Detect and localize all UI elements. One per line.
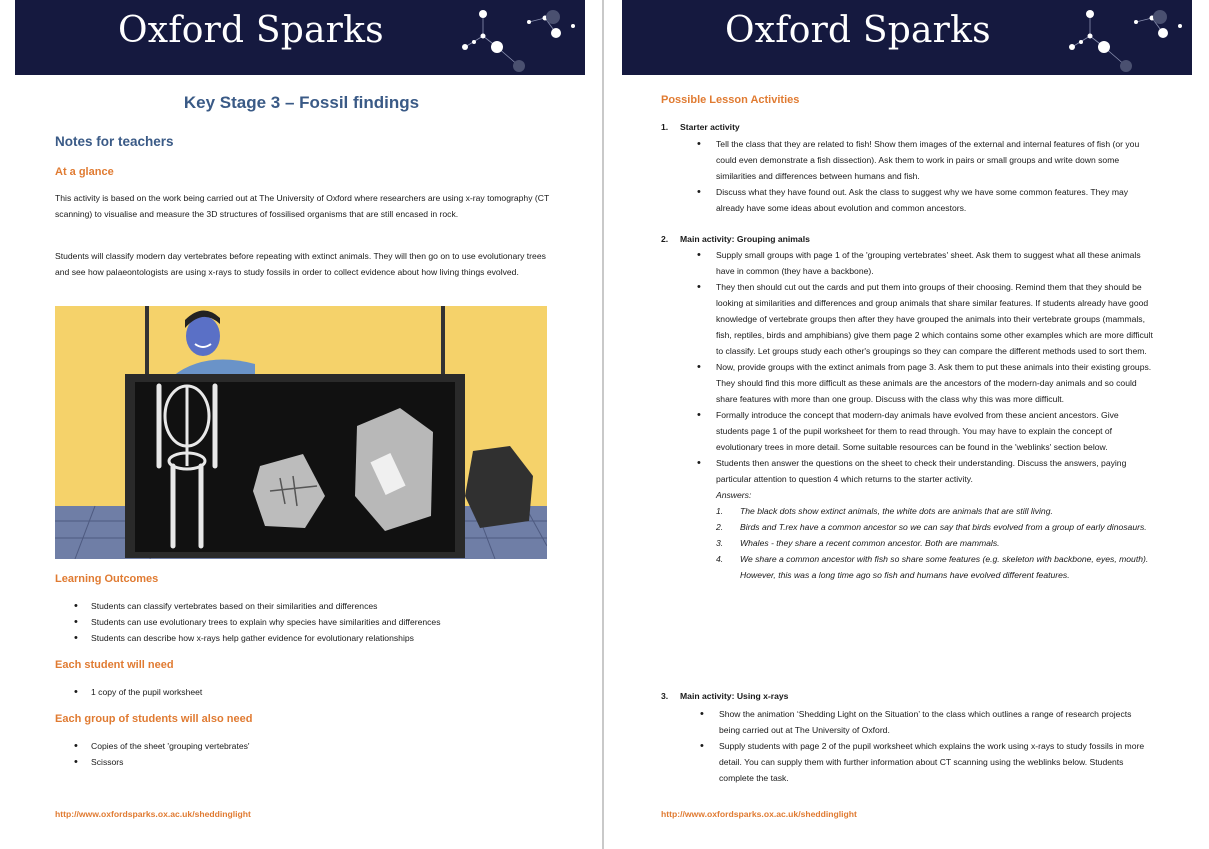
answer-text: We share a common ancestor with fish so share some features (e.g. skeleton with backbone, eyes, mouth). However, this was a long time ago so fish and humans have evolved different features. [740,554,1149,580]
constellation-icon [425,0,585,75]
list-item-text: • Students then answer the questions on the sheet to check their understanding. Discuss the answers, paying particular attention to question 4 which returns to the starter activity. [716,458,1127,484]
answer-item [716,503,1153,519]
answer-number: 4. [716,554,724,564]
list-item: • 1 copy of the pupil worksheet [55,684,575,700]
answer-number: 2. [716,522,724,532]
brand-logo: Oxford Sparks [725,10,991,51]
notes-heading: Notes for teachers [55,134,174,149]
list-item [716,455,1153,583]
constellation-icon [1032,0,1192,75]
right-page [605,0,1209,849]
list-item: • Students can describe how x-rays help gather evidence for evolutionary relationships [55,630,575,646]
list-item: • Now, provide groups with the extinct animals from page 3. Ask them to put these animals into their existing groups. They should find this more difficult as these animals are the ancestors of the modern-day animals and so could share features with more than one group. Discuss with the class why this was more difficult. [716,359,1153,407]
section-bullets [716,136,1153,216]
answer-item [716,519,1153,535]
list-item: • Students can classify vertebrates based on their similarities and differences [55,598,575,614]
section-heading [661,119,740,135]
each-group-list [55,738,575,770]
section-heading [661,231,810,247]
answer-text: The black dots show extinct animals, the white dots are animals that are still living. [740,506,1053,516]
answer-text: Birds and T.rex have a common ancestor so we can say that birds evolved from a group of early dinosaurs. [740,522,1147,532]
answer-number: 3. [716,538,724,548]
list-item: • They then should cut out the cards and put them into groups of their choosing. Remind them that they should be looking at similarities and differences and group animals that share similar features. If students already have good knowledge of vertebrate groups then after they have grouped the animals into their vertebrate groups (mammals, fish, reptiles, birds and amphibians) give them page 2 which contains some other examples which are more difficult to classify. Let groups study each other's groupings so they can compare the different methods used to sort them. [716,279,1153,359]
list-item: • Discuss what they have found out. Ask the class to suggest why we have some common features. They may already have some ideas about evolution and common ancestors. [716,184,1153,216]
lesson-activities-heading: Possible Lesson Activities [661,94,800,106]
section-title: Main activity: Using x-rays [680,691,789,701]
page-title: Key Stage 3 – Fossil findings [183,93,420,112]
header-banner [622,0,1192,75]
at-a-glance-heading: At a glance [55,166,114,178]
each-student-list [55,684,575,700]
list-item: • Students can use evolutionary trees to explain why species have similarities and differences [55,614,575,630]
footer-link[interactable]: http://www.oxfordsparks.ox.ac.uk/sheddinglight [661,809,857,819]
xray-fossil-illustration [55,306,547,559]
list-item: • Supply students with page 2 of the pupil worksheet which explains the work using x-rays to study fossils in more detail. You can supply them with further information about CT scanning using the weblinks below. Students complete the task. [719,738,1153,786]
list-item: • Show the animation ‘Shedding Light on the Situation’ to the class which outlines a range of research projects being carried out at The University of Oxford. [719,706,1153,738]
learning-outcomes-list [55,598,575,646]
section-heading [661,688,788,704]
page-divider [602,0,604,849]
list-item: • Supply small groups with page 1 of the 'grouping vertebrates' sheet. Ask them to suggest what all these animals have in common (they have a backbone). [716,247,1153,279]
at-a-glance-para-1: This activity is based on the work being carried out at The University of Oxford where researchers are using x-ray tomography (CT scanning) to visualise and measure the 3D structures of fossilised organisms that are still encased in rock. [55,193,550,219]
section-title: Main activity: Grouping animals [680,234,810,244]
section-number: 2. [661,234,669,244]
header-banner [15,0,585,75]
at-a-glance-para-2: Students will classify modern day vertebrates before repeating with extinct animals. They will then go on to use evolutionary trees and see how palaeontologists are using x-rays to study fossils in order to collect evidence about how living things evolved. [55,251,546,277]
footer-link[interactable]: http://www.oxfordsparks.ox.ac.uk/sheddinglight [55,809,251,819]
answer-number: 1. [716,506,724,516]
learning-outcomes-heading: Learning Outcomes [55,573,159,585]
each-student-heading: Each student will need [55,659,174,671]
brand-logo: Oxford Sparks [118,10,384,51]
list-item: • Scissors [55,754,575,770]
answers-label: Answers: [716,490,752,500]
section-bullets [716,247,1153,583]
list-item: • Copies of the sheet 'grouping vertebrates' [55,738,575,754]
each-group-heading: Each group of students will also need [55,713,253,725]
left-page [0,0,603,849]
answer-item [716,551,1153,583]
answer-item [716,535,1153,551]
section-bullets [719,706,1153,786]
list-item: • Tell the class that they are related to fish! Show them images of the external and internal features of fish (or you could even demonstrate a fish dissection). Ask them to work in pairs or small groups and write down some similarities and differences between humans and fish. [716,136,1153,184]
section-number: 1. [661,122,669,132]
answer-text: Whales - they share a recent common ancestor. Both are mammals. [740,538,1000,548]
section-title: Starter activity [680,122,740,132]
list-item: • Formally introduce the concept that modern-day animals have evolved from these ancient ancestors. Give students page 1 of the pupil worksheet for them to read through. You may have to explain the concept of evolutionary trees in more detail. Some suitable resources can be found in the 'weblinks' section below. [716,407,1153,455]
section-number: 3. [661,691,669,701]
answers-list [716,503,1153,583]
